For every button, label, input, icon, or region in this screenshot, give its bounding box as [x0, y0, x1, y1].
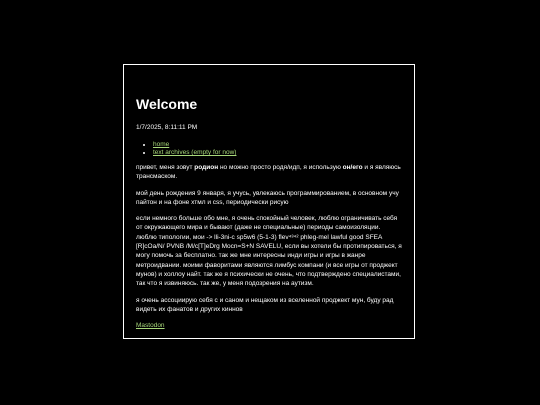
home-link[interactable]: home: [153, 141, 170, 148]
intro-text-3: и я являюсь трансмаском.: [136, 164, 401, 181]
intro-text-1: привет, меня зовут: [136, 164, 195, 171]
association-paragraph: я очень ассоциирую себя с и саном и нещаком из вселенной проджект мун, буду рад видеть их фанатов и других киннов: [136, 296, 394, 313]
nav-item-text-archives: [153, 149, 402, 157]
about-paragraph: если немного больше обо мне, я очень спокойный человек, люблю ограничивать себя от окружающего мира и бывают (даже не специальные) периоды самоизоляции. люблю типологии, мои -> lli-3ni-c sp5w6 (5-1-3) flev⁴³⁴² phleg-mel lawful good SFEA [R]cOa/N/ PVNB /M/c[T]eDrg Mocn=S+N SAVELU, если вы хотели бы протипироваться, я могу помочь за бесплатно. так же мне интересны инди игры и игры в жанре метроидвании. моими фаворитами являются лимбус компани (и все игры от проджект мунов) и холлоу найт. так же я психически не очень, что подтверждено специалистами, так что я извиняюсь. так же, у меня подозрения на аутизм.: [136, 215, 402, 288]
intro-paragraph: [136, 163, 402, 182]
intro-text-2: но можно просто родя/идп, я использую: [218, 164, 343, 171]
intro-name: родион: [194, 164, 219, 171]
content-card: [123, 64, 415, 339]
footer-paragraph: [136, 321, 402, 330]
page-title: Welcome: [136, 96, 198, 112]
date-time: 1/7/2025, 8:11:11 PM: [136, 124, 198, 131]
text-archives-link[interactable]: text archives (empty for now): [153, 149, 237, 156]
nav-item-home: [153, 141, 402, 149]
intro-pronouns: он/его: [342, 164, 363, 171]
nav-list: [136, 141, 402, 157]
mastodon-link[interactable]: Mastodon: [136, 322, 165, 330]
birthday-paragraph: мой день рождения 9 января, я учусь, увлекаюсь программированием, в основном учу пайтон и на фоне хтмл и css, периодически рисую: [136, 189, 399, 206]
